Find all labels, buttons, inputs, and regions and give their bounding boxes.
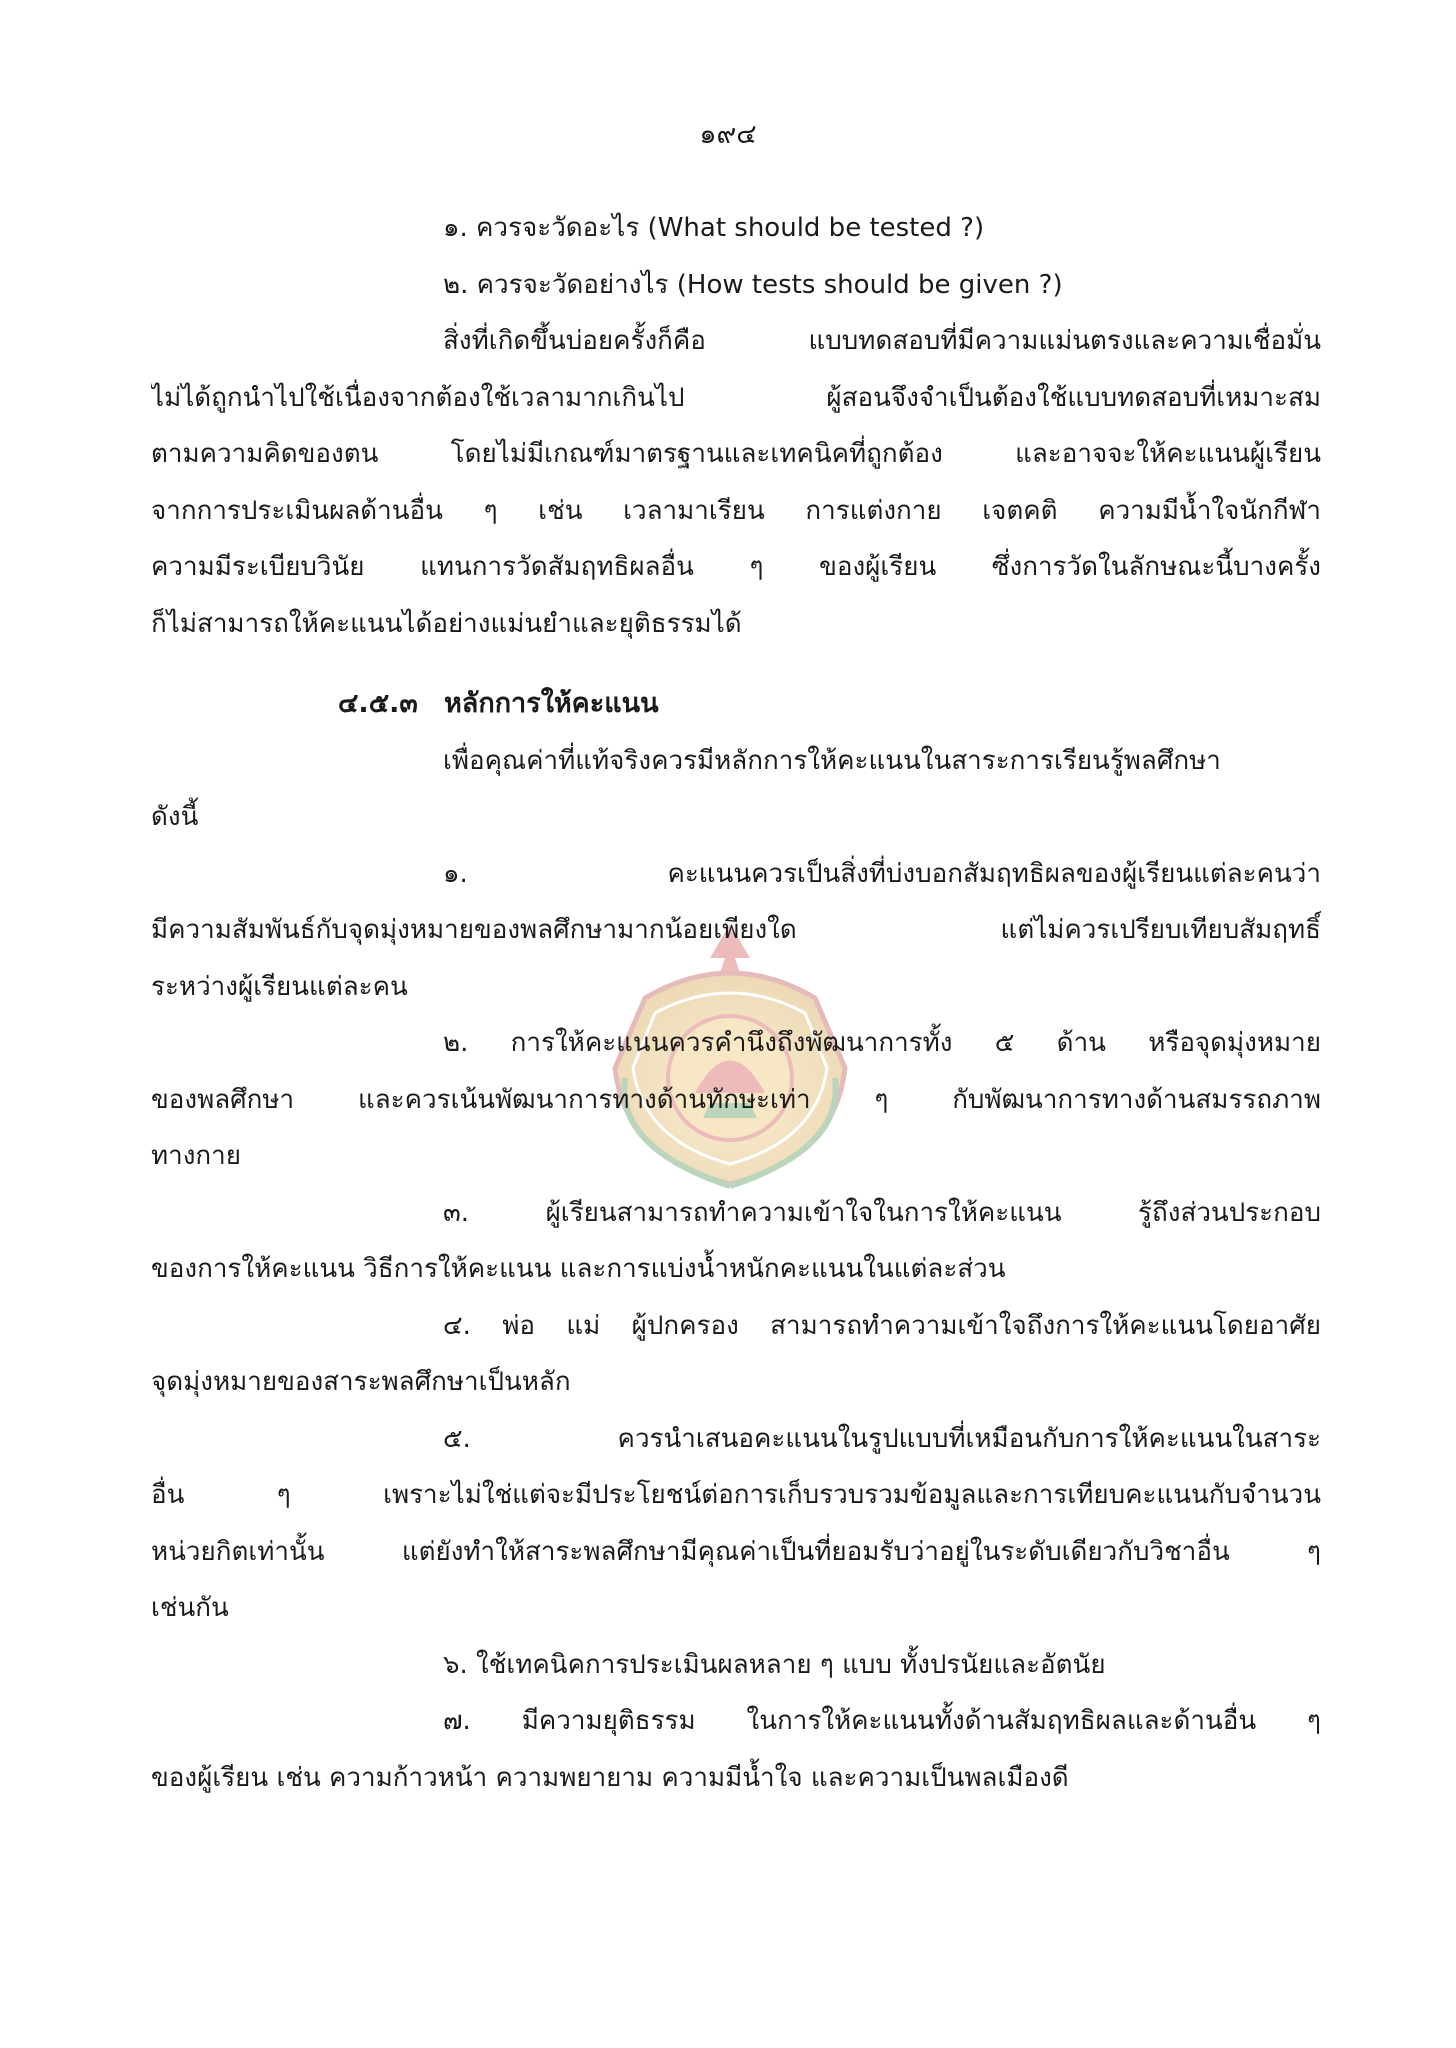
text-line: สิ่งที่เกิดขึ้นบ่อยครั้งก็คือ แบบทดสอบที่มีความแม่นตรงและความเชื่อมั่น xyxy=(443,326,1321,356)
text-line: ๑. ควรจะวัดอะไร (What should be tested ?) xyxy=(443,213,985,243)
text-line: ไม่ได้ถูกนำไปใช้เนื่องจากต้องใช้เวลามากเกินไป ผู้สอนจึงจำเป็นต้องใช้แบบทดสอบที่เหมาะสม xyxy=(151,382,1321,413)
text-line: ตามความคิดของตน โดยไม่มีเกณฑ์มาตรฐานและเทคนิคที่ถูกต้อง และอาจจะให้คะแนนผู้เรียน xyxy=(151,439,1321,469)
text-line: ของผู้เรียน เช่น ความก้าวหน้า ความพยายาม ความมีน้ำใจ และความเป็นพลเมืองดี xyxy=(151,1762,1069,1793)
text-line: เพื่อคุณค่าที่แท้จริงควรมีหลักการให้คะแนนในสาระการเรียนรู้พลศึกษา xyxy=(443,745,1221,776)
text-line: ความมีระเบียบวินัย แทนการวัดสัมฤทธิผลอื่น ๆ ของผู้เรียน ซึ่งการวัดในลักษณะนี้บางครั้ง xyxy=(151,552,1321,582)
text-line: จากการประเมินผลด้านอื่น ๆ เช่น เวลามาเรียน การแต่งกาย เจตคติ ความมีน้ำใจนักกีฬา xyxy=(151,495,1321,526)
text-line: หน่วยกิตเท่านั้น แต่ยังทำให้สาระพลศึกษามีคุณค่าเป็นที่ยอมรับว่าอยู่ในระดับเดียวกับวิชาอื่น ๆ xyxy=(151,1536,1321,1567)
text-line: ๒. ควรจะวัดอย่างไร (How tests should be given ?) xyxy=(443,269,1063,300)
text-line: ๔. พ่อ แม่ ผู้ปกครอง สามารถทำความเข้าใจถึงการให้คะแนนโดยอาศัย xyxy=(443,1310,1321,1341)
section-number: ๔.๕.๓ xyxy=(338,688,418,719)
text-line: ก็ไม่สามารถให้คะแนนได้อย่างแม่นยำและยุติธรรมได้ xyxy=(151,608,742,639)
text-line: ของพลศึกษา และควรเน้นพัฒนาการทางด้านทักษะเท่า ๆ กับพัฒนาการทางด้านสมรรถภาพ xyxy=(151,1084,1321,1115)
text-line: อื่น ๆ เพราะไม่ใช่แต่จะมีประโยชน์ต่อการเก็บรวบรวมข้อมูลและการเทียบคะแนนกับจำนวน xyxy=(151,1480,1321,1510)
text-line: ทางกาย xyxy=(151,1141,242,1171)
body-text xyxy=(151,200,1321,1806)
text-line: ระหว่างผู้เรียนแต่ละคน xyxy=(151,971,408,1002)
text-line: ๒. การให้คะแนนควรคำนึงถึงพัฒนาการทั้ง ๕ ด้าน หรือจุดมุ่งหมาย xyxy=(443,1028,1321,1058)
text-line: ๕. ควรนำเสนอคะแนนในรูปแบบที่เหมือนกับการให้คะแนนในสาระ xyxy=(443,1423,1321,1454)
section-heading xyxy=(151,676,1321,733)
text-line: จุดมุ่งหมายของสาระพลศึกษาเป็นหลัก xyxy=(151,1367,571,1397)
text-line: ๖. ใช้เทคนิคการประเมินผลหลาย ๆ แบบ ทั้งปรนัยและอัตนัย xyxy=(443,1649,1106,1680)
paragraph-group-2 xyxy=(151,733,1321,1807)
text-line: มีความสัมพันธ์กับจุดมุ่งหมายของพลศึกษามากน้อยเพียงใด แต่ไม่ควรเปรียบเทียบสัมฤทธิ์ xyxy=(151,915,1321,945)
page-number: ๑๙๔ xyxy=(699,119,757,150)
text-line: ๑. คะแนนควรเป็นสิ่งที่บ่งบอกสัมฤทธิผลของผู้เรียนแต่ละคนว่า xyxy=(443,858,1321,889)
paragraph-group-1 xyxy=(151,200,1321,652)
text-line: ของการให้คะแนน วิธีการให้คะแนน และการแบ่งน้ำหนักคะแนนในแต่ละส่วน xyxy=(151,1254,1006,1284)
text-line: เช่นกัน xyxy=(151,1593,229,1623)
text-line: ๗. มีความยุติธรรม ในการให้คะแนนทั้งด้านสัมฤทธิผลและด้านอื่น ๆ xyxy=(443,1706,1321,1736)
section-title: หลักการให้คะแนน xyxy=(444,688,659,719)
text-line: ๓. ผู้เรียนสามารถทำความเข้าใจในการให้คะแนน รู้ถึงส่วนประกอบ xyxy=(443,1197,1321,1228)
text-line: ดังนี้ xyxy=(151,802,199,832)
